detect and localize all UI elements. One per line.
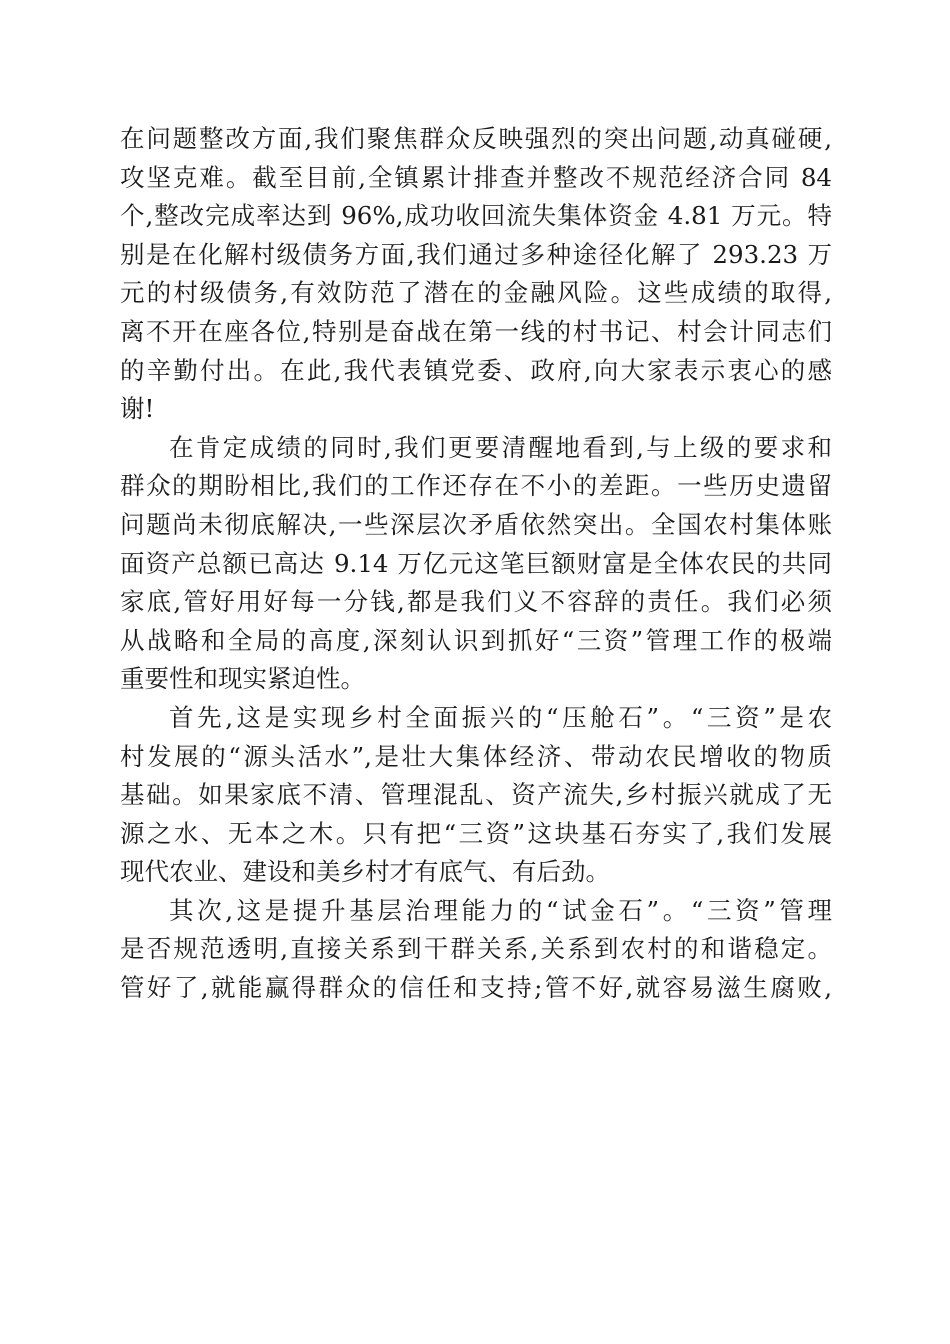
p2-line-4: 面资产总额已高达 9.14 万亿元这笔巨额财富是全体农民的共同 (120, 548, 832, 578)
p2-line-7: 重要性和现实紧迫性。 (120, 664, 365, 694)
p1-line-1: 在问题整改方面,我们聚焦群众反映强烈的突出问题,动真碰硬, (120, 124, 832, 153)
p3-line-3: 基础。如果家底不清、管理混乱、资产流失,乡村振兴就成了无 (120, 780, 832, 810)
p4-line-2: 是否规范透明,直接关系到干群关系,关系到农村的和谐稳定。 (120, 934, 832, 964)
p2-line-3: 问题尚未彻底解决,一些深层次矛盾依然突出。全国农村集体账 (120, 509, 832, 539)
p1-line-4: 别是在化解村级债务方面,我们通过多种途径化解了 293.23 万 (120, 239, 832, 269)
p1-line-8: 谢! (120, 394, 155, 424)
p2-line-6: 从战略和全局的高度,深刻认识到抓好“三资”管理工作的极端 (120, 625, 832, 655)
p3-line-2: 村发展的“源头活水”,是壮大集体经济、带动农民增收的物质 (120, 741, 832, 771)
p4-line-3: 管好了,就能赢得群众的信任和支持;管不好,就容易滋生腐败, (120, 973, 832, 1003)
p1-line-5: 元的村级债务,有效防范了潜在的金融风险。这些成绩的取得, (120, 278, 832, 308)
p1-line-7: 的辛勤付出。在此,我代表镇党委、政府,向大家表示衷心的感 (120, 355, 832, 385)
p1-line-6: 离不开在座各位,特别是奋战在第一线的村书记、村会计同志们 (120, 316, 832, 346)
p3-line-1: 首先,这是实现乡村全面振兴的“压舱石”。“三资”是农 (169, 702, 832, 732)
p3-line-5: 现代农业、建设和美乡村才有底气、有后劲。 (120, 857, 610, 887)
p4-line-1: 其次,这是提升基层治理能力的“试金石”。“三资”管理 (169, 895, 832, 925)
p1-line-2: 攻坚克难。截至目前,全镇累计排查并整改不规范经济合同 84 (120, 162, 832, 192)
p1-line-3: 个,整改完成率达到 96%,成功收回流失集体资金 4.81 万元。特 (120, 201, 832, 231)
p2-line-2: 群众的期盼相比,我们的工作还存在不小的差距。一些历史遗留 (120, 471, 832, 501)
body-text (120, 120, 832, 1008)
p3-line-4: 源之水、无本之木。只有把“三资”这块基石夯实了,我们发展 (120, 818, 832, 848)
p2-line-5: 家底,管好用好每一分钱,都是我们义不容辞的责任。我们必须 (120, 587, 832, 617)
p2-line-1: 在肯定成绩的同时,我们更要清醒地看到,与上级的要求和 (169, 432, 832, 462)
